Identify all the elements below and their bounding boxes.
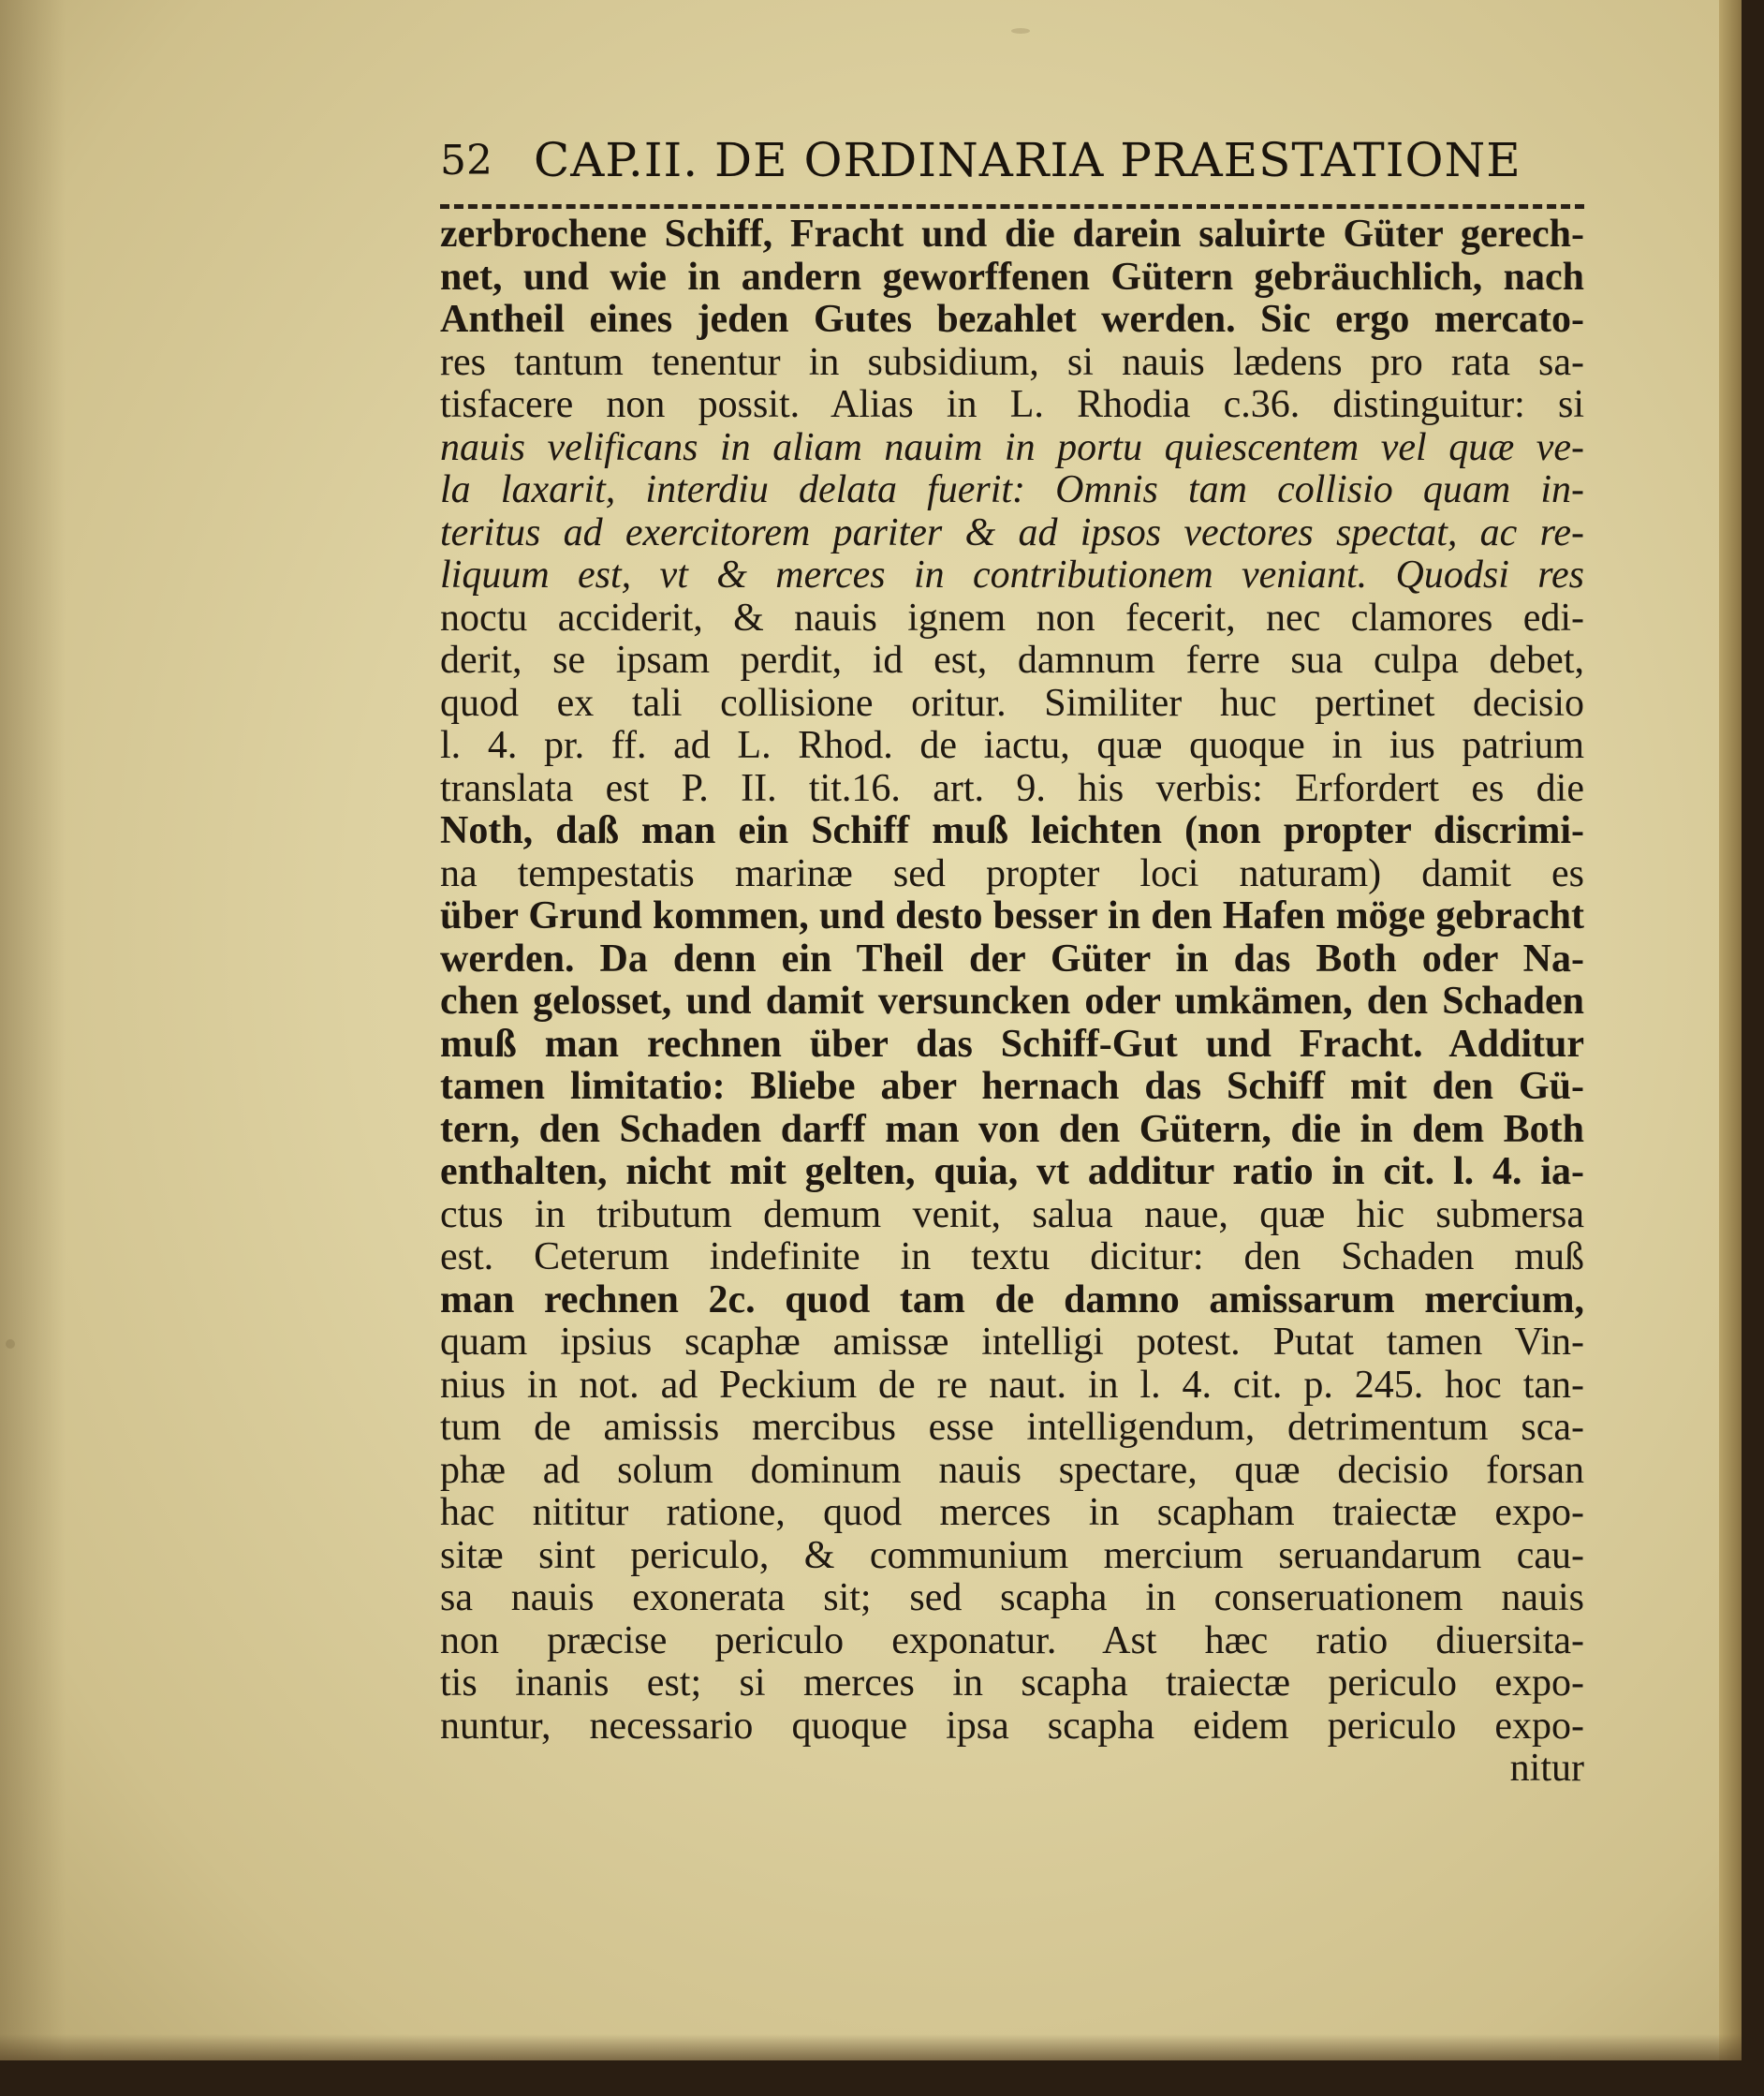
body-text (440, 214, 1584, 1791)
text-line: enthalten, nicht mit gelten, quia, vt additur ratio in cit. l. 4. ia- (440, 1151, 1584, 1193)
text-line: ctus in tributum demum venit, salua naue, quæ hic submersa (440, 1193, 1584, 1236)
text-line: phæ ad solum dominum nauis spectare, quæ decisio forsan (440, 1449, 1584, 1492)
text-line: nuntur, necessario quoque ipsa scapha eidem periculo expo- (440, 1705, 1584, 1748)
text-line: chen gelosset, und damit versuncken oder umkämen, den Schaden (440, 981, 1584, 1023)
page-header (440, 133, 1584, 199)
text-line: na tempestatis marinæ sed propter loci naturam) damit es (440, 852, 1584, 895)
text-line: tis inanis est; si merces in scapha traiectæ periculo expo- (440, 1662, 1584, 1705)
text-line: über Grund kommen, und desto besser in den Hafen möge gebracht (440, 895, 1584, 937)
text-line: est. Ceterum indefinite in textu dicitur: den Schaden muß (440, 1236, 1584, 1278)
text-line: translata est P. II. tit.16. art. 9. his verbis: Erfordert es die (440, 767, 1584, 810)
text-line: res tantum tenentur in subsidium, si nauis lædens pro rata sa- (440, 341, 1584, 384)
text-line: sa nauis exonerata sit; sed scapha in conseruationem nauis (440, 1577, 1584, 1619)
text-line: tern, den Schaden darff man von den Gütern, die in dem Both (440, 1108, 1584, 1151)
text-line: nius in not. ad Peckium de re naut. in l. 4. cit. p. 245. hoc tan- (440, 1364, 1584, 1407)
paper-blemish (1011, 28, 1030, 34)
page-number: 52 (440, 137, 492, 185)
paper-blemish (6, 1339, 15, 1349)
text-line: muß man rechnen über das Schiff-Gut und Fracht. Additur (440, 1023, 1584, 1066)
text-line: teritus ad exercitorem pariter & ad ipsos vectores spectat, ac re- (440, 511, 1584, 554)
running-head: CAP.II. DE ORDINARIA PRAESTATIONE (534, 133, 1521, 187)
catchword: nitur (1509, 1748, 1584, 1790)
text-line: net, und wie in andern geworffenen Gütern gebräuchlich, nach (440, 256, 1584, 299)
text-line: man rechnen 2c. quod tam de damno amissarum mercium, (440, 1278, 1584, 1321)
text-line: liquum est, vt & merces in contributionem veniant. Quodsi res (440, 554, 1584, 597)
text-line: Antheil eines jeden Gutes bezahlet werden. Sic ergo mercato- (440, 299, 1584, 341)
page-edge (1719, 0, 1742, 2060)
text-line: sitæ sint periculo, & communium mercium seruandarum cau- (440, 1534, 1584, 1577)
text-line: noctu acciderit, & nauis ignem non fecerit, nec clamores edi- (440, 597, 1584, 640)
text-line: l. 4. pr. ff. ad L. Rhod. de iactu, quæ quoque in ius patrium (440, 725, 1584, 767)
text-line: nauis velificans in aliam nauim in portu quiescentem vel quæ ve- (440, 426, 1584, 469)
header-rule (440, 204, 1584, 209)
text-line: werden. Da denn ein Theil der Güter in das Both oder Na- (440, 937, 1584, 981)
text-line: Noth, daß man ein Schiff muß leichten (non propter discrimi- (440, 810, 1584, 852)
gutter-shadow (0, 0, 66, 2060)
text-line: hac nititur ratione, quod merces in scapham traiectæ expo- (440, 1492, 1584, 1534)
text-line: derit, se ipsam perdit, id est, damnum ferre sua culpa debet, (440, 640, 1584, 682)
text-line: tum de amissis mercibus esse intelligendum, detrimentum sca- (440, 1407, 1584, 1449)
text-line: tamen limitatio: Bliebe aber hernach das Schiff mit den Gü- (440, 1066, 1584, 1108)
text-line: non præcise periculo exponatur. Ast hæc ratio diuersita- (440, 1619, 1584, 1662)
text-line: zerbrochene Schiff, Fracht und die darein saluirte Güter gerech- (440, 214, 1584, 256)
text-line: quam ipsius scaphæ amissæ intelligi potest. Putat tamen Vin- (440, 1321, 1584, 1364)
page-bottom-edge (0, 2034, 1742, 2060)
text-line: la laxarit, interdiu delata fuerit: Omnis tam collisio quam in- (440, 469, 1584, 511)
text-line: quod ex tali collisione oritur. Similiter huc pertinet decisio (440, 682, 1584, 725)
text-line: tisfacere non possit. Alias in L. Rhodia c.36. distinguitur: si (440, 384, 1584, 426)
